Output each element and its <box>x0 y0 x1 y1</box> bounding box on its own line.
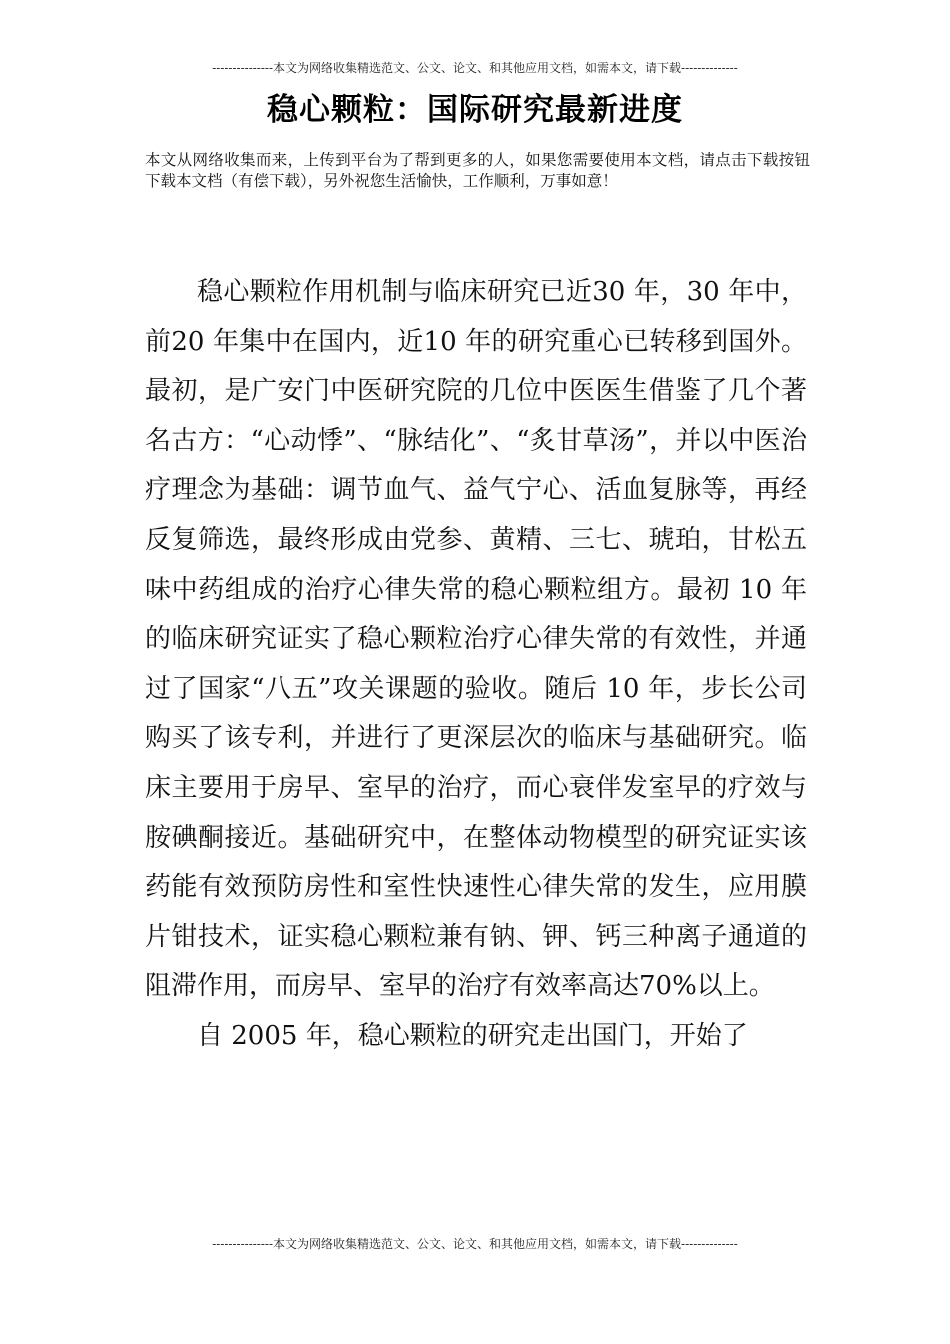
body-paragraph: 稳心颗粒作用机制与临床研究已近30 年，30 年中，前20 年集中在国内，近10 年的研究重心已转移到国外。最初，是广安门中医研究院的几位中医医生借鉴了几个著名古方：“心动悸”、“脉结化”、“炙甘草汤”，并以中医治疗理念为基础：调节血气、益气宁心、活血复脉等，再经反复筛选，最终形成由党参、黄精、三七、琥珀，甘松五味中药组成的治疗心律失常的稳心颗粒组方。最初 10 年的临床研究证实了稳心颗粒治疗心律失常的有效性，并通过了国家“八五”攻关课题的验收。随后 10 年，步长公司购买了该专利，并进行了更深层次的临床与基础研究。临床主要用于房早、室早的治疗，而心衰伴发室早的疗效与胺碘酮接近。基础研究中，在整体动物模型的研究证实该药能有效预防房性和室性快速性心律失常的发生，应用膜片钳技术，证实稳心颗粒兼有钠、钾、钙三种离子通道的阻滞作用，而房早、室早的治疗有效率高达70%以上。 <box>145 277 807 1002</box>
document-body <box>145 268 807 1062</box>
intro-notice: 本文从网络收集而来，上传到平台为了帮到更多的人，如果您需要使用本文档，请点击下载按钮下载本文档（有偿下载），另外祝您生活愉快，工作顺利，万事如意！ <box>145 151 810 190</box>
body-paragraph: 自 2005 年，稳心颗粒的研究走出国门，开始了 <box>197 1020 748 1051</box>
footer-banner: ---------------本文为网络收集精选范文、公文、论文、和其他应用文档，如需本文，请下载-------------- <box>212 1237 738 1251</box>
document-title: 稳心颗粒：国际研究最新进度 <box>267 92 683 128</box>
header-banner: ---------------本文为网络收集精选范文、公文、论文、和其他应用文档，如需本文，请下载-------------- <box>212 61 738 75</box>
